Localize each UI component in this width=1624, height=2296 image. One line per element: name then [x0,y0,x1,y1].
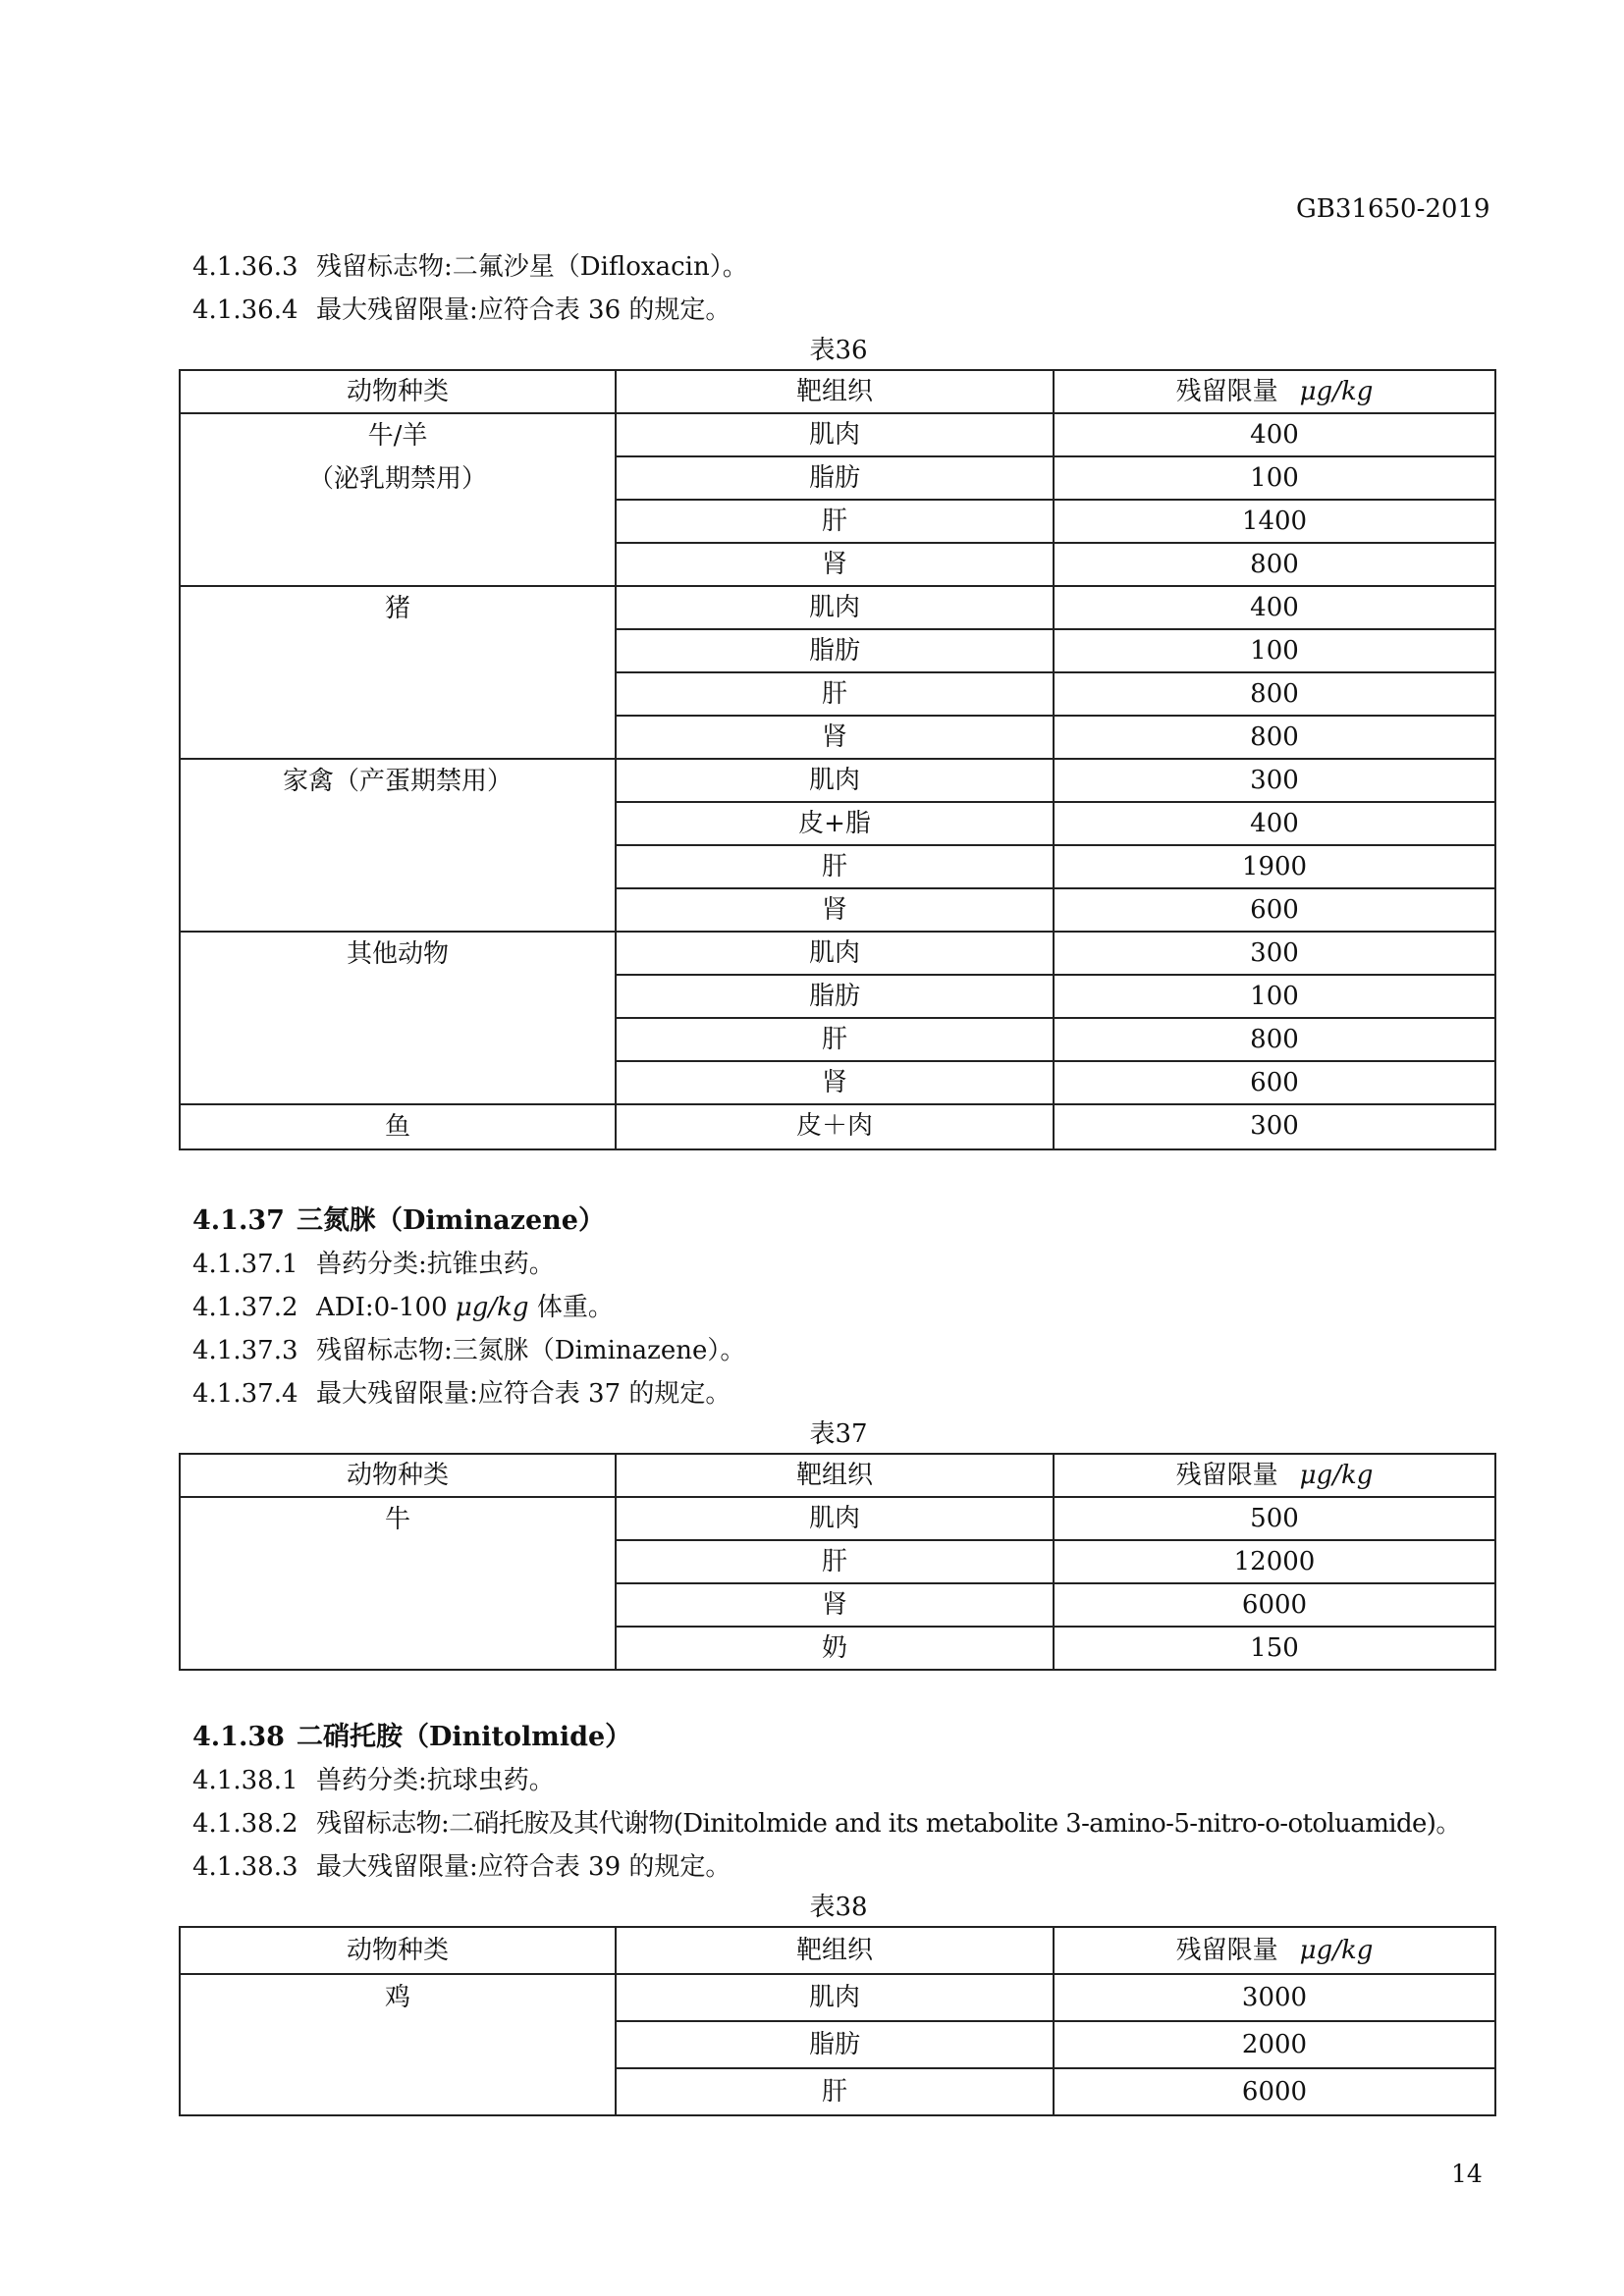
clause-text-after: 体重。 [528,1293,614,1322]
limit-cell: 800 [1054,543,1495,586]
animal-name: 牛/羊 [367,421,428,451]
tissue-cell: 肝 [616,1540,1054,1583]
tissue-cell: 肝 [616,500,1054,543]
tissue-cell: 肌肉 [616,1497,1054,1540]
tissue-cell: 皮＋肉 [616,1104,1054,1149]
clause-text-before: ADI:0-100 [316,1293,456,1322]
limit-cell: 800 [1054,716,1495,759]
limit-cell: 800 [1054,672,1495,716]
limit-cell: 300 [1054,1104,1495,1149]
clause-number: 4.1.37.3 [192,1336,298,1365]
clause-text: 残留标志物:二氟沙星（Difloxacin）。 [316,252,748,282]
header-limit [1054,370,1495,413]
tissue-cell: 肌肉 [616,413,1054,456]
clause-line [192,1329,1498,1372]
table-row [180,1104,1495,1149]
limit-cell: 12000 [1054,1540,1495,1583]
header-tissue: 靶组织 [616,1927,1054,1974]
tissue-cell: 肝 [616,1018,1054,1061]
table-header-row [180,1927,1495,1974]
animal-cell: 鱼 [180,1104,616,1149]
clause-number: 4.1.37.2 [192,1293,298,1322]
limit-cell: 6000 [1054,1583,1495,1627]
animal-cell [180,413,616,586]
clause-number: 4.1.38.2 [192,1809,298,1839]
limit-cell: 600 [1054,1061,1495,1104]
limit-cell: 150 [1054,1627,1495,1670]
tissue-cell: 脂肪 [616,629,1054,672]
limit-cell: 1900 [1054,845,1495,888]
table-row [180,1974,1495,2021]
limit-cell: 600 [1054,888,1495,932]
header-limit-unit: μg/kg [1299,1936,1374,1965]
animal-cell: 牛 [180,1497,616,1670]
table-37 [179,1453,1496,1671]
section-title: 三氮脒（Diminazene） [297,1205,605,1236]
header-limit-unit: μg/kg [1299,1461,1374,1490]
clause-number: 4.1.38.3 [192,1852,298,1882]
clause-text: 兽药分类:抗球虫药。 [316,1766,555,1795]
clause-number: 4.1.37.4 [192,1379,298,1409]
limit-cell: 400 [1054,586,1495,629]
limit-cell: 100 [1054,975,1495,1018]
clause-line [192,1759,1498,1802]
limit-cell: 500 [1054,1497,1495,1540]
clause-text: 残留标志物:二硝托胺及其代谢物(Dinitolmide and its metabolite 3-amino-5-nitro-o-otoluamide)。 [316,1809,1461,1839]
header-animal: 动物种类 [180,370,616,413]
limit-cell: 3000 [1054,1974,1495,2021]
tissue-cell: 肌肉 [616,932,1054,975]
clause-line [192,1802,1498,1845]
clause-line [192,289,1498,332]
section-number: 4.1.38 [192,1722,285,1752]
tissue-cell: 脂肪 [616,2021,1054,2068]
limit-cell: 400 [1054,413,1495,456]
tissue-cell: 肾 [616,888,1054,932]
tissue-cell: 肌肉 [616,586,1054,629]
tissue-cell: 肾 [616,1583,1054,1627]
tissue-cell: 肌肉 [616,1974,1054,2021]
animal-cell: 家禽（产蛋期禁用） [180,759,616,932]
header-limit [1054,1927,1495,1974]
table-header-row [180,370,1495,413]
clause-text: 最大残留限量:应符合表 39 的规定。 [316,1852,731,1882]
tissue-cell: 脂肪 [616,975,1054,1018]
table-row [180,586,1495,629]
animal-note: （泌乳期禁用） [307,464,487,494]
table-row [180,932,1495,975]
table-header-row [180,1454,1495,1497]
clause-number: 4.1.37.1 [192,1250,298,1279]
animal-cell: 鸡 [180,1974,616,2115]
header-limit-label: 残留限量 [1175,1936,1278,1965]
page-number: 14 [1451,2160,1483,2188]
limit-cell: 300 [1054,932,1495,975]
header-animal: 动物种类 [180,1454,616,1497]
tissue-cell: 肌肉 [616,759,1054,802]
table-row [180,1497,1495,1540]
limit-cell: 100 [1054,629,1495,672]
limit-cell: 100 [1054,456,1495,500]
clause-line [192,1372,1498,1415]
standard-number: GB31650-2019 [1296,194,1490,224]
section-heading-4-1-38 [192,1716,1498,1759]
clause-number: 4.1.36.3 [192,252,298,282]
tissue-cell: 肝 [616,845,1054,888]
clause-text: 兽药分类:抗锥虫药。 [316,1250,555,1279]
page-content [192,245,1498,2116]
table-caption: 表38 [809,1893,868,1922]
clause-line [192,1243,1498,1286]
tissue-cell: 肾 [616,543,1054,586]
table-38 [179,1926,1496,2116]
clause-number: 4.1.38.1 [192,1766,298,1795]
limit-cell: 1400 [1054,500,1495,543]
clause-line [192,1845,1498,1889]
header-limit-unit: μg/kg [1299,377,1374,406]
table-caption: 表36 [809,336,868,365]
clause-text: 最大残留限量:应符合表 36 的规定。 [316,295,731,325]
header-tissue: 靶组织 [616,1454,1054,1497]
header-limit-label: 残留限量 [1175,377,1278,406]
limit-cell: 2000 [1054,2021,1495,2068]
table-row [180,759,1495,802]
clause-line [192,245,1498,289]
tissue-cell: 肾 [616,716,1054,759]
animal-cell: 猪 [180,586,616,759]
section-title: 二硝托胺（Dinitolmide） [297,1722,632,1752]
tissue-cell: 脂肪 [616,456,1054,500]
clause-text: 残留标志物:三氮脒（Diminazene）。 [316,1336,746,1365]
header-animal: 动物种类 [180,1927,616,1974]
tissue-cell: 肾 [616,1061,1054,1104]
limit-cell: 300 [1054,759,1495,802]
tissue-cell: 肝 [616,2068,1054,2115]
tissue-cell: 皮+脂 [616,802,1054,845]
table-36 [179,369,1496,1150]
tissue-cell: 奶 [616,1627,1054,1670]
table-row [180,413,1495,456]
adi-unit: μg/kg [455,1293,529,1322]
header-limit-label: 残留限量 [1175,1461,1278,1490]
header-tissue: 靶组织 [616,370,1054,413]
section-heading-4-1-37 [192,1200,1498,1243]
animal-cell: 其他动物 [180,932,616,1104]
tissue-cell: 肝 [616,672,1054,716]
clause-number: 4.1.36.4 [192,295,298,325]
table-caption: 表37 [809,1419,868,1449]
section-number: 4.1.37 [192,1205,285,1236]
limit-cell: 6000 [1054,2068,1495,2115]
limit-cell: 400 [1054,802,1495,845]
clause-line [192,1286,1498,1329]
clause-text: 最大残留限量:应符合表 37 的规定。 [316,1379,731,1409]
limit-cell: 800 [1054,1018,1495,1061]
header-limit [1054,1454,1495,1497]
